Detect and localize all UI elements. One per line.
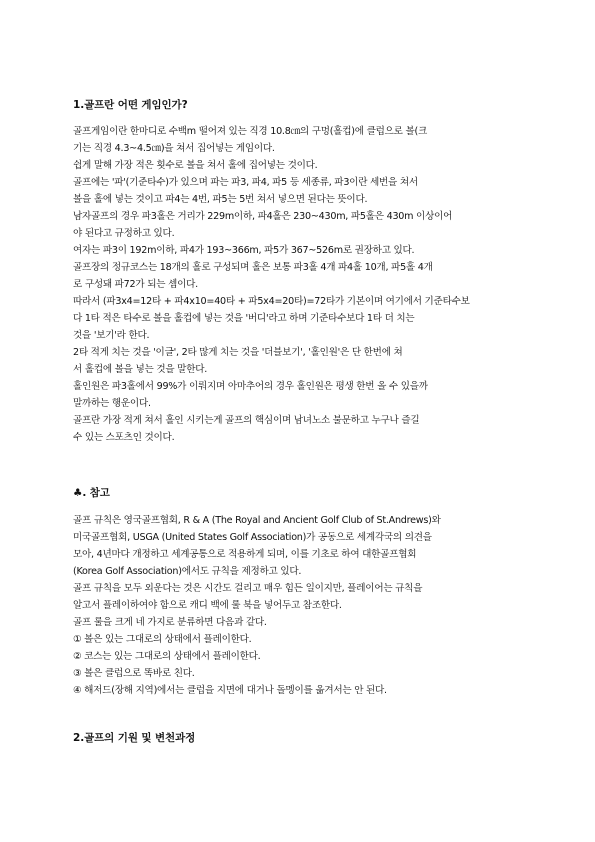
paragraph-line: 말까하는 행운이다. <box>73 398 151 409</box>
paragraph-line: 기는 직경 4.3~4.5㎝)을 쳐서 집어넣는 게임이다. <box>73 143 275 154</box>
paragraph-line: 골프에는 '파'(기준타수)가 있으며 파는 파3, 파4, 파5 등 세종류, 파3이란 세번을 쳐서 <box>73 177 418 188</box>
paragraph-line: 볼을 홀에 넣는 것이고 파4는 4번, 파5는 5번 쳐서 넣으면 된다는 뜻이다. <box>73 194 368 205</box>
list-item: ③ 볼은 클럽으로 똑바로 친다. <box>73 668 195 679</box>
paragraph-line: 서 홀컵에 볼을 넣는 것을 말한다. <box>73 364 208 375</box>
paragraph-line: 알고서 플레이하여야 함으로 캐디 백에 룰 북을 넣어두고 참조한다. <box>73 600 342 611</box>
paragraph-line: 야 된다고 규정하고 있다. <box>73 228 175 239</box>
paragraph-line: 쉽게 말해 가장 적은 횟수로 볼을 쳐서 홀에 집어넣는 것이다. <box>73 160 318 171</box>
list-item: ① 볼은 있는 그대로의 상태에서 플레이한다. <box>73 634 252 645</box>
section-heading: ♣. 참고 <box>73 487 110 499</box>
paragraph-line: 2타 적게 치는 것을 '이글', 2타 많게 치는 것을 '더블보기', '홀인원'은 단 한번에 쳐 <box>73 347 403 358</box>
paragraph-line: 미국골프협회, USGA (United States Golf Association)가 공동으로 세계각국의 의견을 <box>73 532 432 543</box>
paragraph-line: 모아, 4년마다 개정하고 세계공통으로 적용하게 되며, 이를 기초로 하여 대한골프협회 <box>73 549 417 560</box>
section-heading: 2.골프의 기원 및 변천과정 <box>73 732 196 744</box>
paragraph-line: 골프 룰을 크게 네 가지로 분류하면 다음과 같다. <box>73 617 267 628</box>
paragraph-line: 골프란 가장 적게 쳐서 홀인 시키는게 골프의 핵심이며 남녀노소 불문하고 누구나 즐길 <box>73 415 420 426</box>
paragraph-line: 골프게임이란 한마디로 수백m 떨어져 있는 직경 10.8㎝의 구멍(홀컵)에 클럽으로 볼(크 <box>73 126 428 137</box>
paragraph-line: 여자는 파3이 192m이하, 파4가 193~366m, 파5가 367~526m로 권장하고 있다. <box>73 245 415 256</box>
section-heading: 1.골프란 어떤 게임인가? <box>73 99 188 111</box>
paragraph-line: 다 1타 적은 타수로 볼을 홀컵에 넣는 것을 '버디'라고 하며 기준타수보다 1타 더 치는 <box>73 313 415 324</box>
paragraph-line: 홀인원은 파3홀에서 99%가 이뤄지며 아마추어의 경우 홀인원은 평생 한번 올 수 있을까 <box>73 381 428 392</box>
paragraph-line: 골프장의 정규코스는 18개의 홀로 구성되며 홀은 보통 파3홀 4개 파4홀 10개, 파5홀 4개 <box>73 262 433 273</box>
paragraph-line: (Korea Golf Association)에서도 규칙을 제정하고 있다. <box>73 566 302 577</box>
paragraph-line: 남자골프의 경우 파3홀은 거리가 229m이하, 파4홀은 230~430m, 파5홀은 430m 이상이어 <box>73 211 453 222</box>
paragraph-line: 따라서 (파3x4=12타 + 파4x10=40타 + 파5x4=20타)=72타가 기본이며 여기에서 기준타수보 <box>73 296 470 307</box>
paragraph-line: 골프 규칙을 모두 외운다는 것은 시간도 걸리고 매우 힘든 일이지만, 플레이어는 규칙을 <box>73 583 423 594</box>
paragraph-line: 것을 '보기'라 한다. <box>73 330 150 341</box>
list-item: ② 코스는 있는 그대로의 상태에서 플레이한다. <box>73 651 261 662</box>
paragraph-line: 수 있는 스포츠인 것이다. <box>73 432 175 443</box>
list-item: ④ 해저드(장해 지역)에서는 클럽을 지면에 대거나 돌멩이를 옮겨서는 안 된다. <box>73 685 387 696</box>
paragraph-line: 로 구성돼 파72가 되는 셈이다. <box>73 279 198 290</box>
paragraph-line: 골프 규칙은 영국골프협회, R & A (The Royal and Ancient Golf Club of St.Andrews)와 <box>73 515 441 526</box>
